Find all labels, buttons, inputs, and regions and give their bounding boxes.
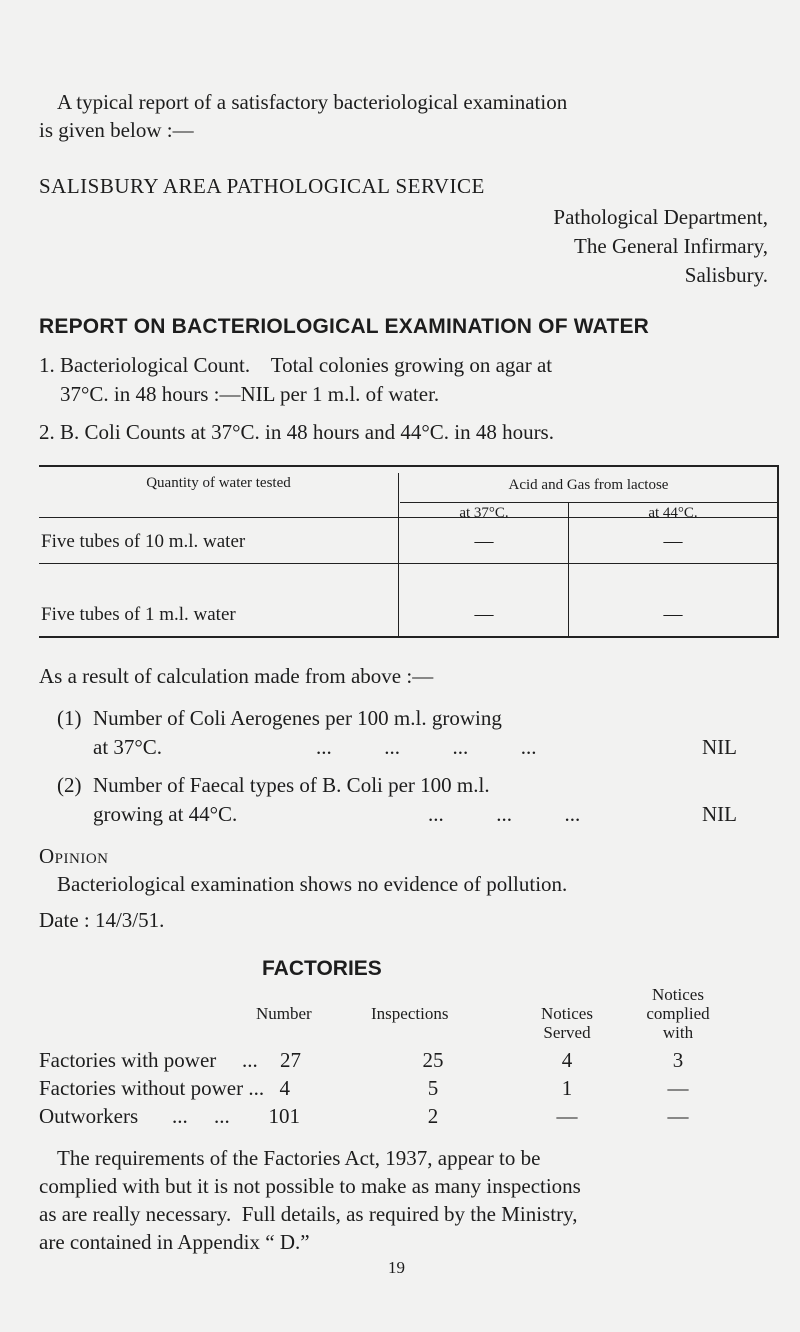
address-line-3: Salisbury. [684,263,768,287]
closing-line-1: The requirements of the Factories Act, 1937, appear to be [57,1146,541,1170]
row-2-at-37: — [474,604,494,625]
table-subheader-rule [400,502,779,503]
factory-row-1-number: 27 [280,1048,301,1072]
factory-row-3-served: — [556,1104,578,1128]
factory-row-2-number: 4 [279,1076,290,1100]
table-row-rule [39,563,779,564]
item-1-number: 1. [39,353,55,377]
table-bottom-rule [39,636,779,638]
factory-row-1-dots: ... [242,1048,258,1072]
factory-row-1-label: Factories with power [39,1048,217,1072]
result-2-value: NIL [702,802,737,826]
row-1-at-44: — [663,531,683,552]
factory-row-2-complied: — [667,1076,689,1100]
result-1-line-1: Number of Coli Aerogenes per 100 m.l. growing [93,706,502,730]
result-intro: As a result of calculation made from above :— [39,664,434,688]
table-top-rule [39,465,779,467]
report-date: Date : 14/3/51. [39,908,165,932]
closing-line-3: as are really necessary. Full details, as required by the Ministry, [39,1202,578,1226]
factory-row-3-number: 101 [268,1104,300,1128]
result-1-number: (1) [57,706,82,730]
closing-line-4: are contained in Appendix “ D.” [39,1230,310,1254]
header-number: Number [256,1004,312,1023]
header-inspections: Inspections [371,1004,449,1023]
table-right-border [777,467,779,638]
header-at-37: at 37°C. [459,505,509,521]
header-quantity: Quantity of water tested [146,475,291,491]
factories-heading: FACTORIES [262,957,382,980]
factory-row-3-complied: — [667,1104,689,1128]
item-2-number: 2. [39,420,55,444]
result-1-leader-dots: ... ... ... ... [316,735,537,759]
row-2-at-44: — [663,604,683,625]
header-acid-gas: Acid and Gas from lactose [508,477,669,493]
factory-row-3-dots: ... ... [172,1104,230,1128]
result-1-value: NIL [702,735,737,759]
intro-line-2: is given below :— [39,118,194,142]
address-line-2: The General Infirmary, [574,234,768,258]
header-at-44: at 44°C. [648,505,698,521]
row-1-at-37: — [474,531,494,552]
closing-line-2: complied with but it is not possible to make as many inspections [39,1174,581,1198]
factory-row-1-complied: 3 [672,1048,684,1072]
result-2-line-1: Number of Faecal types of B. Coli per 100 m.l. [93,773,490,797]
result-2-leader-dots: ... ... ... [428,802,581,826]
factory-row-2-served: 1 [561,1076,573,1100]
item-1-line-1: Bacteriological Count. Total colonies growing on agar at [60,353,553,377]
opinion-heading: Opinion [39,844,109,868]
address-line-1: Pathological Department, [553,205,768,229]
result-2-line-2: growing at 44°C. [93,802,238,826]
report-heading: REPORT ON BACTERIOLOGICAL EXAMINATION OF WATER [39,315,650,338]
row-2-label: Five tubes of 1 m.l. water [41,604,236,625]
header-notices-served: Notices Served [541,1004,593,1042]
item-1-line-2: 37°C. in 48 hours :—NIL per 1 m.l. of water. [60,382,440,406]
factory-row-2-label: Factories without power ... [39,1076,265,1100]
table-divider-1 [398,473,399,638]
factory-row-3-label: Outworkers [39,1104,139,1128]
intro-line-1: A typical report of a satisfactory bacteriological examination [57,90,568,114]
factory-row-3-inspections: 2 [427,1104,439,1128]
factory-row-1-inspections: 25 [422,1048,444,1072]
result-2-number: (2) [57,773,82,797]
page-number: 19 [388,1258,405,1277]
factory-row-2-inspections: 5 [427,1076,439,1100]
header-notices-complied: Notices complied with [646,985,710,1042]
result-1-line-2: at 37°C. [93,735,163,759]
item-2-line-1: B. Coli Counts at 37°C. in 48 hours and 44°C. in 48 hours. [60,420,554,444]
factory-row-1-served: 4 [561,1048,573,1072]
service-title: SALISBURY AREA PATHOLOGICAL SERVICE [39,174,485,198]
row-1-label: Five tubes of 10 m.l. water [41,531,246,552]
opinion-text: Bacteriological examination shows no evidence of pollution. [57,872,568,896]
